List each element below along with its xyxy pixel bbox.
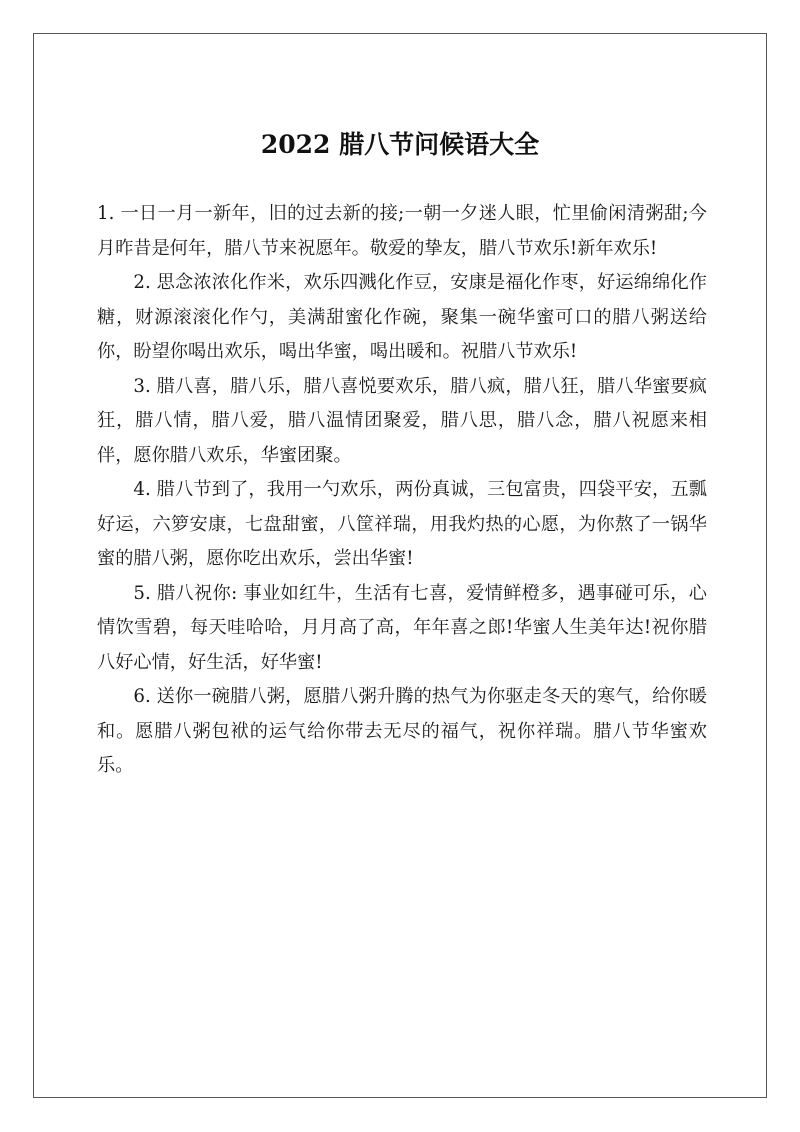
document-body (97, 197, 707, 784)
paragraph-4: 4. 腊八节到了，我用一勺欢乐，两份真诚，三包富贵，四袋平安，五瓢好运，六箩安康，七盘甜蜜，八筐祥瑞，用我灼热的心愿，为你熬了一锅华蜜的腊八粥，愿你吃出欢乐，尝出华蜜! (97, 479, 707, 569)
paragraph-6: 6. 送你一碗腊八粥，愿腊八粥升腾的热气为你驱走冬天的寒气，给你暖和。愿腊八粥包袱的运气给你带去无尽的福气，祝你祥瑞。腊八节华蜜欢乐。 (97, 686, 707, 776)
paragraph-5: 5. 腊八祝你: 事业如红牛，生活有七喜，爱情鲜橙多，遇事碰可乐，心情饮雪碧，每天哇哈哈，月月高了高，年年喜之郎!华蜜人生美年达!祝你腊八好心情，好生活，好华蜜! (97, 582, 707, 673)
document-title: 2022 腊八节问候语大全 (260, 130, 540, 159)
paragraph-1: 1. 一日一月一新年，旧的过去新的接;一朝一夕迷人眼，忙里偷闲清粥甜;今月昨昔是何年，腊八节来祝愿年。敬爱的挚友，腊八节欢乐!新年欢乐! (97, 203, 707, 259)
paragraph-2: 2. 思念浓浓化作米，欢乐四溅化作豆，安康是福化作枣，好运绵绵化作糖，财源滚滚化作勺，美满甜蜜化作碗，聚集一碗华蜜可口的腊八粥送给你，盼望你喝出欢乐，喝出华蜜，喝出暖和。祝腊八节欢乐! (97, 272, 707, 362)
paragraph-3: 3. 腊八喜，腊八乐，腊八喜悦要欢乐，腊八疯，腊八狂，腊八华蜜要疯狂，腊八情，腊八爱，腊八温情团聚爱，腊八思，腊八念，腊八祝愿来相伴，愿你腊八欢乐，华蜜团聚。 (97, 375, 707, 466)
